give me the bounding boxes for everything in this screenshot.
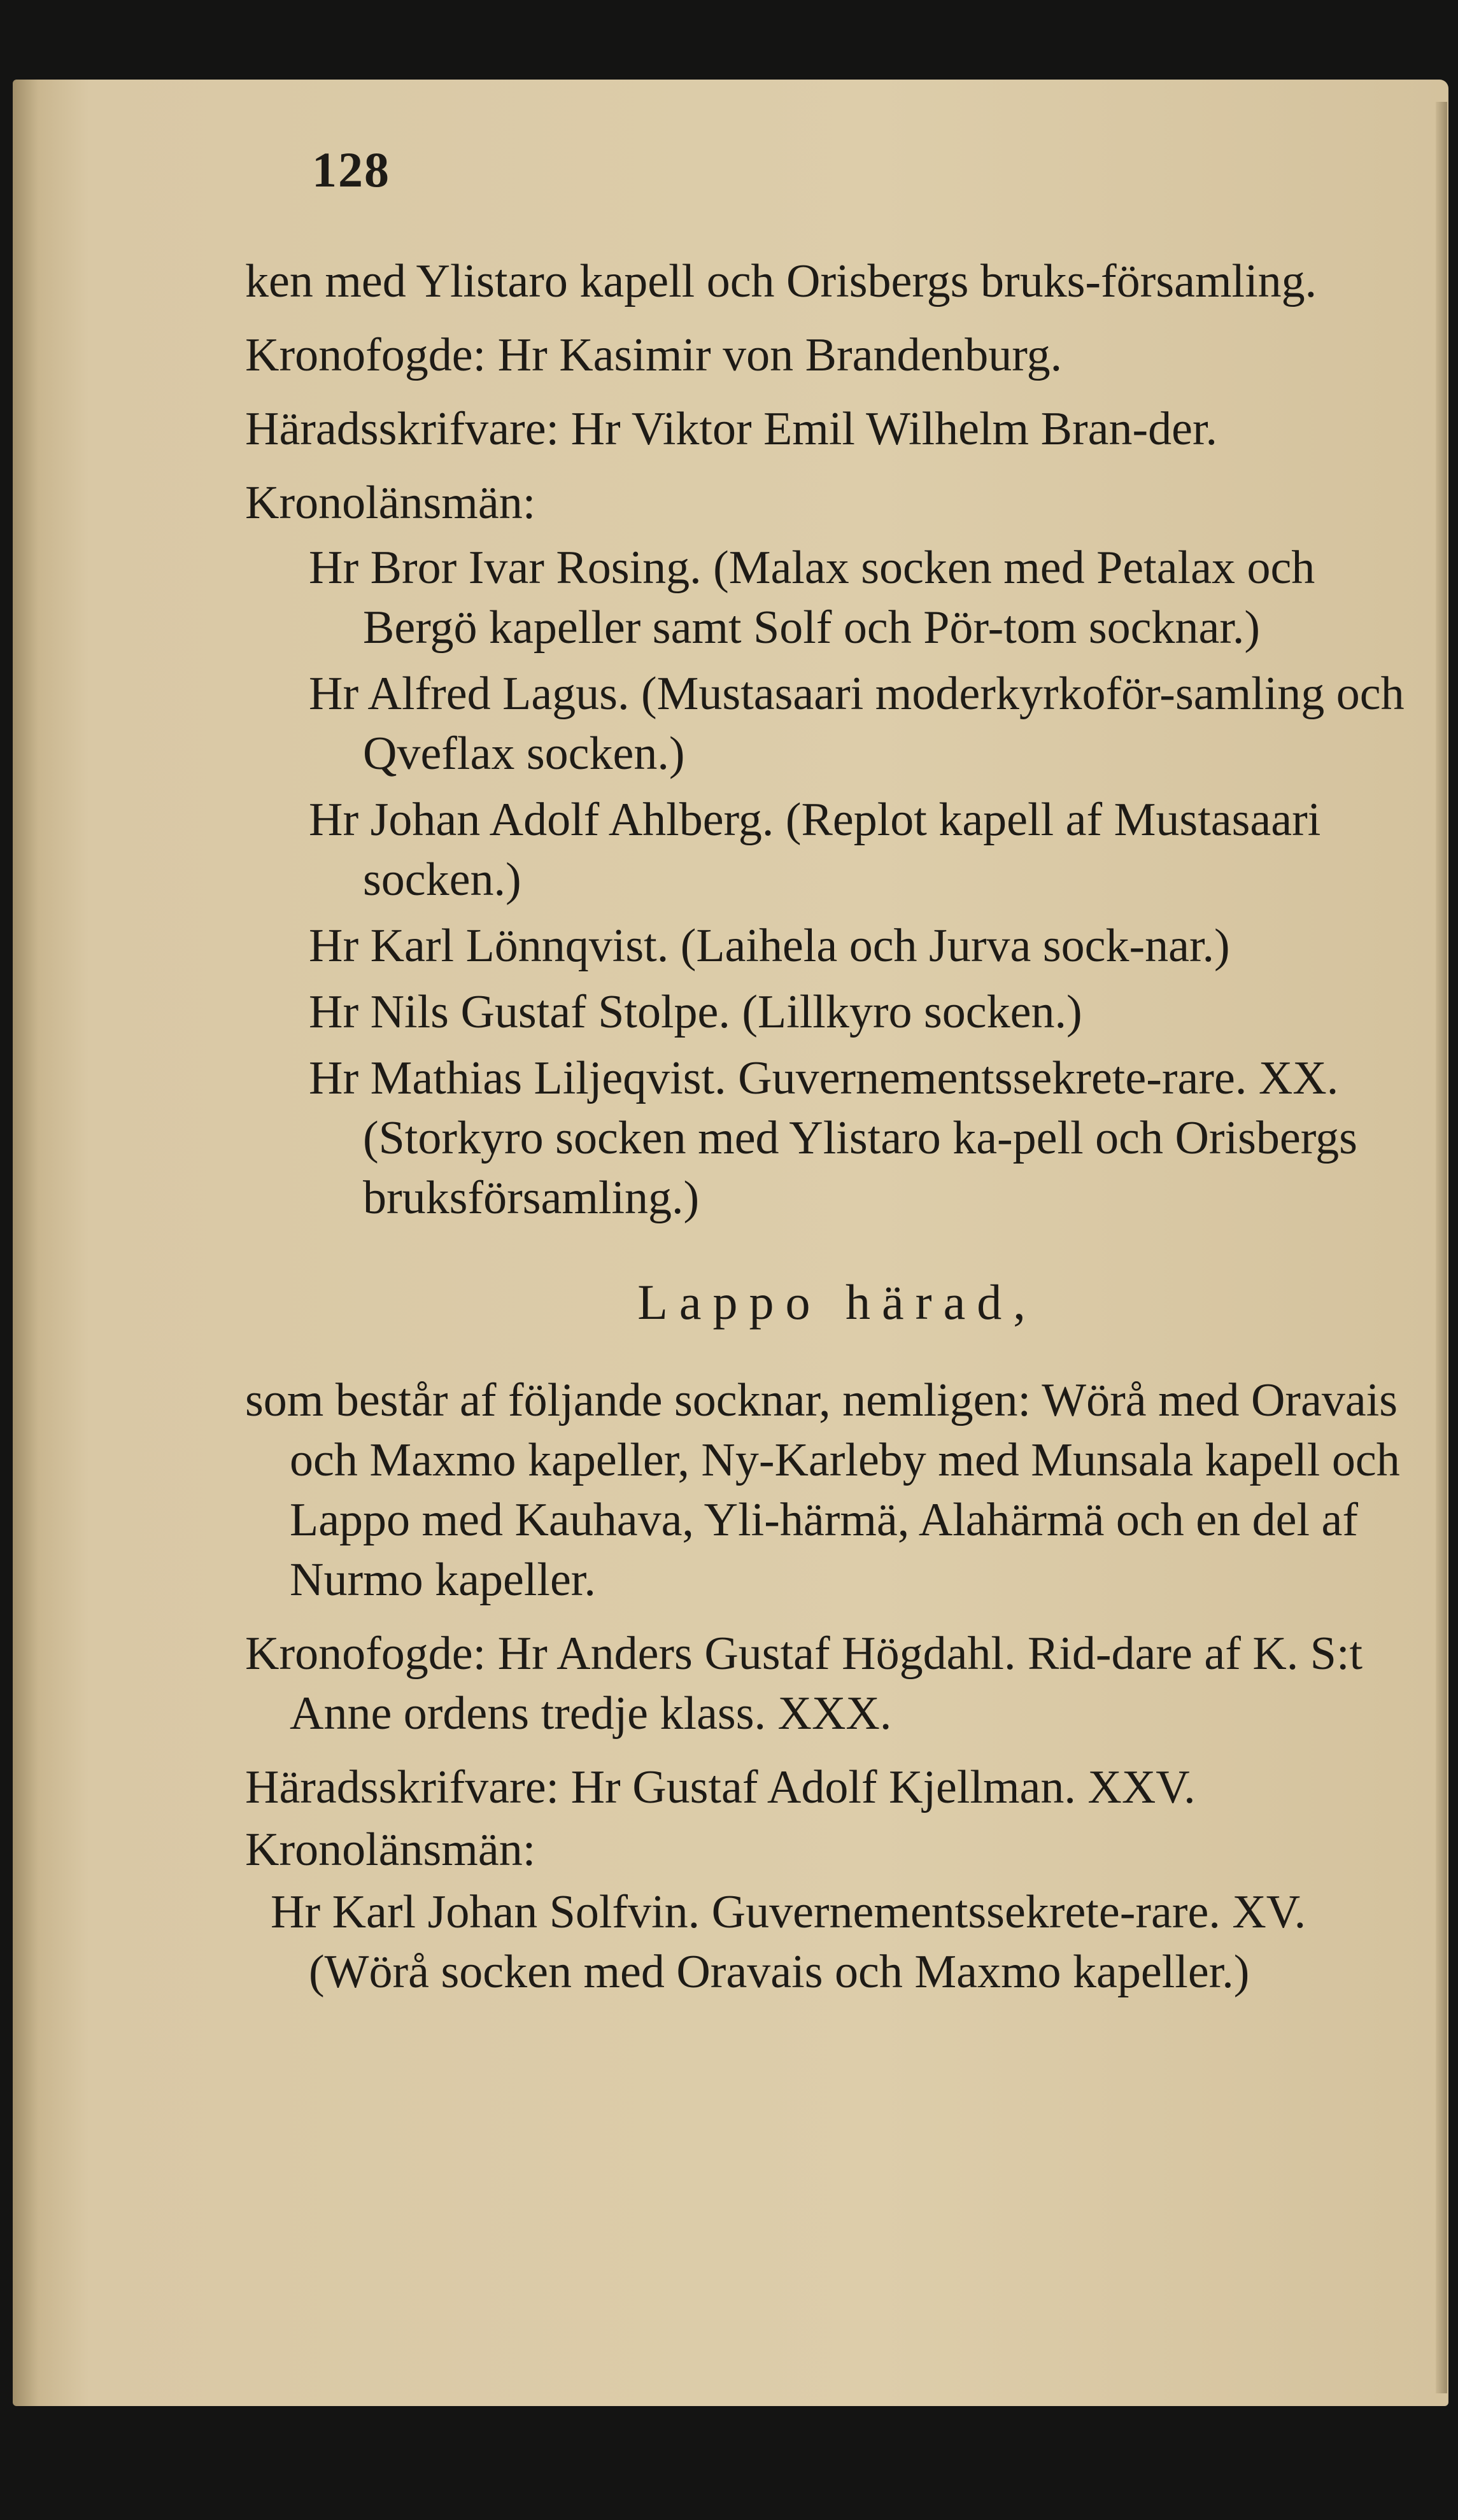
page-body <box>245 251 1429 2008</box>
page-number: 128 <box>312 142 390 197</box>
subheading: Kronolänsmän: <box>245 477 536 529</box>
text-line: Kronofogde: Hr Kasimir von Brandenburg. <box>245 329 1063 381</box>
officer-entry: Hr Mathias Liljeqvist. Guvernementssekrete-rare. XX. (Storkyro socken med Ylistaro ka-pell och Orisbergs bruksförsamling.) <box>309 1052 1357 1224</box>
text-line: Häradsskrifvare: Hr Viktor Emil Wilhelm Bran-der. <box>245 403 1218 455</box>
text-line: Kronofogde: Hr Anders Gustaf Högdahl. Rid-dare af K. S:t Anne ordens tredje klass. XXX. <box>245 1628 1363 1740</box>
officer-entry: Hr Alfred Lagus. (Mustasaari moderkyrkoför-samling och Qveflax socken.) <box>309 668 1405 780</box>
officer-entry: Hr Johan Adolf Ahlberg. (Replot kapell af Mustasaari socken.) <box>309 794 1321 906</box>
text-line: ken med Ylistaro kapell och Orisbergs bruks-församling. <box>245 255 1317 307</box>
subheading: Kronolänsmän: <box>245 1824 536 1876</box>
text-line: som består af följande socknar, nemligen: Wörå med Oravais och Maxmo kapeller, Ny-Karleby med Munsala kapell och Lappo med Kauhava, Yli-härmä, Alahärmä och en del af Nurmo kapeller. <box>245 1374 1400 1606</box>
section-body <box>245 1370 1429 2002</box>
officer-entry: Hr Karl Lönnqvist. (Laihela och Jurva sock-nar.) <box>309 920 1230 972</box>
officer-entry: Hr Bror Ivar Rosing. (Malax socken med Petalax och Bergö kapeller samt Solf och Pör-tom socknar.) <box>309 542 1315 654</box>
text-line: Häradsskrifvare: Hr Gustaf Adolf Kjellman. XXV. <box>245 1761 1196 1813</box>
officer-entry: Hr Nils Gustaf Stolpe. (Lillkyro socken.) <box>309 986 1082 1038</box>
page-edge <box>1436 102 1447 2393</box>
officer-entry: Hr Karl Johan Solfvin. Guvernementssekrete-rare. XV. (Wörå socken med Oravais och Maxmo kapeller.) <box>271 1886 1306 1998</box>
section-title: Lappo härad, <box>637 1274 1037 1330</box>
